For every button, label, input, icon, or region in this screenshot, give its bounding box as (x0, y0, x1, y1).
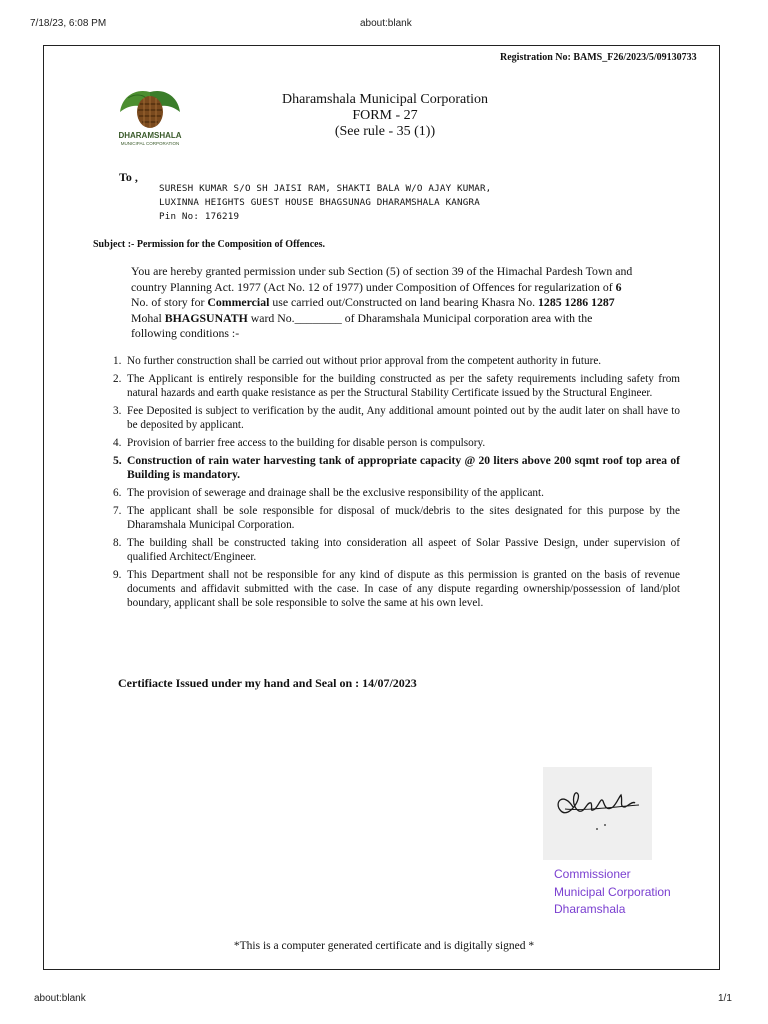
form-number: FORM - 27 (352, 108, 418, 123)
print-datetime: 7/18/23, 6:08 PM (30, 18, 107, 29)
document-header (240, 92, 530, 140)
address-line: LUXINNA HEIGHTS GUEST HOUSE BHAGSUNAG DHARAMSHALA KANGRA (159, 197, 480, 208)
story-count: 6 (615, 279, 622, 294)
use-type: Commercial (207, 295, 270, 309)
condition-item: 5. Construction of rain water harvesting tank of appropriate capacity @ 20 liters above 200 sqmt roof top area of Building is mandatory. (113, 454, 680, 481)
subject-line: Subject :- Permission for the Composition of Offences. (93, 239, 326, 250)
corporation-logo (116, 86, 184, 148)
digital-signature-note: *This is a computer generated certificate and is digitally signed * (233, 940, 535, 952)
conditions-list (113, 354, 680, 614)
condition-item: 3. Fee Deposited is subject to verification by the audit, Any additional amount pointed out by the audit later on shall have to be deposited by applicant. (113, 405, 680, 431)
svg-text:MUNICIPAL CORPORATION: MUNICIPAL CORPORATION (120, 141, 180, 146)
registration-number: Registration No: BAMS_F26/2023/5/09130733 (500, 52, 697, 63)
signature-icon (543, 767, 652, 860)
svg-text:DHARAMSHALA: DHARAMSHALA (118, 131, 182, 140)
pine-cone-icon (137, 96, 163, 128)
condition-item: 9. This Department shall not be responsible for any kind of dispute as this permission is granted on the basis of revenue documents and affidavit submitted with the case. In case of any dispute regarding ownership/possession of land/plot boundary, applicant shall be sole responsible to solve the same at his own level. (113, 569, 680, 609)
recipient-address (159, 182, 491, 224)
address-pin: Pin No: 176219 (159, 211, 240, 222)
organization-name: Dharamshala Municipal Corporation (281, 92, 489, 107)
to-label: To , (119, 170, 138, 184)
print-page-title: about:blank (360, 18, 412, 29)
condition-item: 2. The Applicant is entirely responsible for the building constructed as per the safety requirements including safety from natural hazards and earth quake resistance as per the Structural Stability Certificate issued by the Structural Engineer. (113, 373, 680, 399)
signature-image (543, 767, 652, 860)
print-footer-url: about:blank (34, 993, 86, 1004)
condition-item: 1. No further construction shall be carried out without prior approval from the competent authority in future. (113, 355, 602, 367)
address-line: SURESH KUMAR S/O SH JAISI RAM, SHAKTI BALA W/O AJAY KUMAR, (159, 183, 492, 194)
print-page-count: 1/1 (718, 993, 732, 1004)
condition-item: 7. The applicant shall be sole responsible for disposal of muck/debris to the sites designated for this purpose by the Dharamshala Municipal Corporation. (113, 505, 680, 531)
rule-reference: (See rule - 35 (1)) (334, 124, 436, 139)
khasra-number: 1285 1286 1287 (538, 295, 615, 309)
signatory-place: Dharamshala (554, 902, 626, 916)
signatory-title: Commissioner (554, 867, 631, 881)
condition-item: 4. Provision of barrier free access to the building for disable person is compulsory. (113, 437, 486, 449)
mohal-name: BHAGSUNATH (164, 310, 248, 325)
signatory-org: Municipal Corporation (554, 884, 671, 899)
permission-paragraph: You are hereby granted permission under sub Section (5) of section 39 of the Himachal Pardesh Town and country Planning Act. 1977 (Act No. 12 of 1977) under Composition of Offences for regularization of 6 No. of story for Commercial use carried out/Constructed on land bearing Khasra No. 1285 1286 1287 Mohal BHAGSUNATH ward No.________ of Dharamshala Municipal corporation area with the following conditions :- (131, 264, 633, 340)
condition-item: 8. The building shall be constructed taking into consideration all aspeet of Solar Passive Design, under supervision of qualified Architect/Engineer. (113, 537, 680, 563)
certificate-issue-line: Certifiacte Issued under my hand and Seal on : 14/07/2023 (118, 676, 417, 690)
signatory-block (554, 866, 671, 919)
condition-item: 6. The provision of sewerage and drainage shall be the exclusive responsibility of the applicant. (113, 487, 544, 499)
